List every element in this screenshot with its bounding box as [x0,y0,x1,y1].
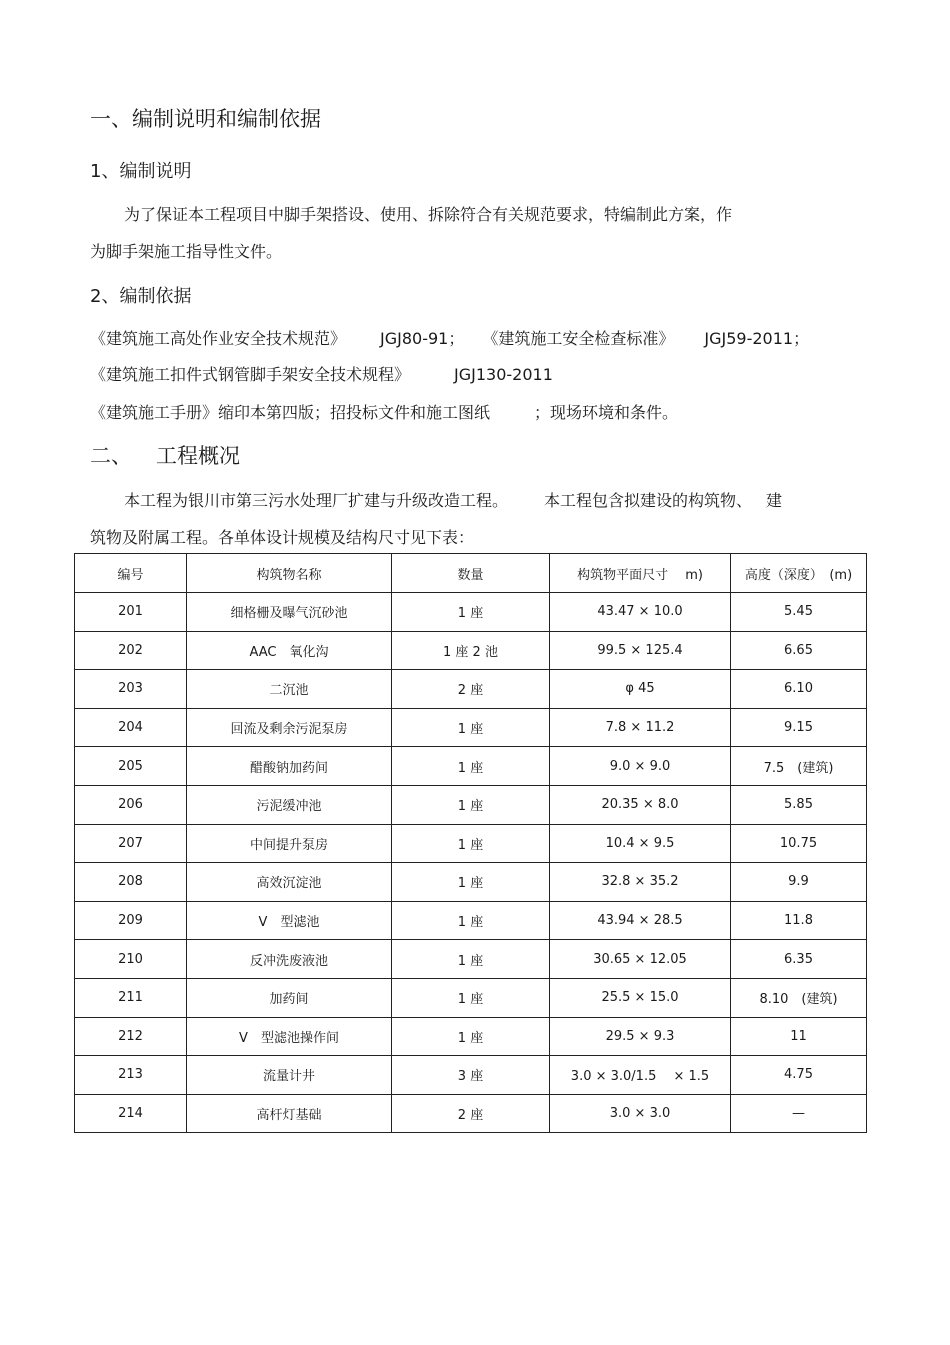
cell-number: 202 [75,631,187,670]
cell-name: 醋酸钠加药间 [187,747,392,786]
cell-name: V 型滤池操作间 [187,1017,392,1056]
header-number: 编号 [75,554,187,593]
cell-size: 30.65 × 12.05 [550,940,731,979]
cell-number: 208 [75,863,187,902]
table-row [75,785,867,824]
table-row [75,1094,867,1133]
overview-line-2: 筑物及附属工程。各单体设计规模及结构尺寸见下表： [90,528,475,547]
cell-quantity: 1 座 [392,978,550,1017]
cell-quantity: 3 座 [392,1056,550,1095]
cell-height: 8.10 (建筑) [731,978,867,1017]
standard-code-3: JGJ130-2011 [454,365,553,384]
cell-size: 43.47 × 10.0 [550,593,731,632]
cell-name: 中间提升泵房 [187,824,392,863]
cell-height: 9.15 [731,708,867,747]
section-1-heading: 一、编制说明和编制依据 [90,107,321,131]
cell-name: 反冲洗废液池 [187,940,392,979]
cell-number: 214 [75,1094,187,1133]
cell-quantity: 2 座 [392,670,550,709]
cell-quantity: 1 座 [392,863,550,902]
cell-number: 205 [75,747,187,786]
structures-table [74,553,867,1133]
cell-quantity: 2 座 [392,1094,550,1133]
standard-title-1: 《建筑施工高处作业安全技术规范》 [90,329,347,348]
standard-code-2: JGJ59-2011； [704,329,810,348]
cell-name: 污泥缓冲池 [187,785,392,824]
cell-number: 209 [75,901,187,940]
cell-quantity: 1 座 [392,824,550,863]
cell-number: 201 [75,593,187,632]
description-line-1: 为了保证本工程项目中脚手架搭设、使用、拆除符合有关规范要求，特编制此方案，作 [124,205,733,224]
subsection-2-heading: 2、编制依据 [90,286,192,307]
table-row [75,708,867,747]
overview-line-1 [124,488,782,511]
cell-name: 高杆灯基础 [187,1094,392,1133]
table-row [75,1017,867,1056]
subsection-1-heading: 1、编制说明 [90,161,192,182]
section-2-number: 二、 [90,444,132,468]
cell-name: 回流及剩余污泥泵房 [187,708,392,747]
cell-height: 9.9 [731,863,867,902]
cell-size: 99.5 × 125.4 [550,631,731,670]
cell-height: 6.10 [731,670,867,709]
table-row [75,1056,867,1095]
table-row [75,940,867,979]
header-plan-size: 构筑物平面尺寸 m) [550,554,731,593]
cell-height: — [731,1094,867,1133]
cell-number: 212 [75,1017,187,1056]
table-row [75,747,867,786]
cell-size: φ 45 [550,670,731,709]
cell-number: 210 [75,940,187,979]
cell-number: 213 [75,1056,187,1095]
standard-title-2: 《建筑施工安全检查标准》 [482,329,675,348]
cell-size: 32.8 × 35.2 [550,863,731,902]
header-structure-name: 构筑物名称 [187,554,392,593]
cell-quantity: 1 座 [392,785,550,824]
cell-size: 10.4 × 9.5 [550,824,731,863]
table-row [75,901,867,940]
cell-number: 211 [75,978,187,1017]
cell-size: 25.5 × 15.0 [550,978,731,1017]
section-2-heading [90,440,240,470]
cell-quantity: 1 座 [392,593,550,632]
cell-quantity: 1 座 [392,901,550,940]
table-row [75,824,867,863]
cell-name: 二沉池 [187,670,392,709]
cell-size: 20.35 × 8.0 [550,785,731,824]
cell-number: 204 [75,708,187,747]
basis-line-2 [90,362,553,385]
table-row [75,631,867,670]
cell-height: 5.85 [731,785,867,824]
table-row [75,978,867,1017]
cell-size: 7.8 × 11.2 [550,708,731,747]
overview-project-name: 本工程为银川市第三污水处理厂扩建与升级改造工程。 [124,491,509,510]
basis-line-1 [90,326,809,349]
cell-name: AAC 氧化沟 [187,631,392,670]
section-2-title: 工程概况 [156,444,240,468]
cell-quantity: 1 座 [392,747,550,786]
basis-line-3 [90,400,678,423]
cell-size: 9.0 × 9.0 [550,747,731,786]
cell-size: 43.94 × 28.5 [550,901,731,940]
cell-height: 11.8 [731,901,867,940]
header-height: 高度（深度） (m) [731,554,867,593]
cell-height: 5.45 [731,593,867,632]
cell-quantity: 1 座 2 池 [392,631,550,670]
cell-number: 206 [75,785,187,824]
cell-name: 高效沉淀池 [187,863,392,902]
basis-site-conditions: ；现场环境和条件。 [534,403,679,422]
cell-height: 6.35 [731,940,867,979]
cell-quantity: 1 座 [392,940,550,979]
header-quantity: 数量 [392,554,550,593]
basis-references: 《建筑施工手册》缩印本第四版；招投标文件和施工图纸 [90,403,491,422]
table-header-row [75,554,867,593]
cell-name: 流量计井 [187,1056,392,1095]
cell-number: 203 [75,670,187,709]
cell-size: 3.0 × 3.0 [550,1094,731,1133]
table-row [75,863,867,902]
overview-scope-end: 建 [766,491,783,510]
cell-height: 10.75 [731,824,867,863]
standard-title-3: 《建筑施工扣件式钢管脚手架安全技术规程》 [90,365,411,384]
table-row [75,670,867,709]
cell-height: 6.65 [731,631,867,670]
cell-quantity: 1 座 [392,1017,550,1056]
cell-name: 细格栅及曝气沉砂池 [187,593,392,632]
cell-size: 29.5 × 9.3 [550,1017,731,1056]
standard-code-1: JGJ80-91； [380,329,465,348]
table-row [75,593,867,632]
description-line-2: 为脚手架施工指导性文件。 [90,242,283,261]
cell-height: 4.75 [731,1056,867,1095]
cell-name: V 型滤池 [187,901,392,940]
cell-name: 加药间 [187,978,392,1017]
cell-number: 207 [75,824,187,863]
cell-height: 7.5 (建筑) [731,747,867,786]
overview-scope: 本工程包含拟建设的构筑物、 [544,491,753,510]
cell-size: 3.0 × 3.0/1.5 × 1.5 [550,1056,731,1095]
cell-quantity: 1 座 [392,708,550,747]
cell-height: 11 [731,1017,867,1056]
